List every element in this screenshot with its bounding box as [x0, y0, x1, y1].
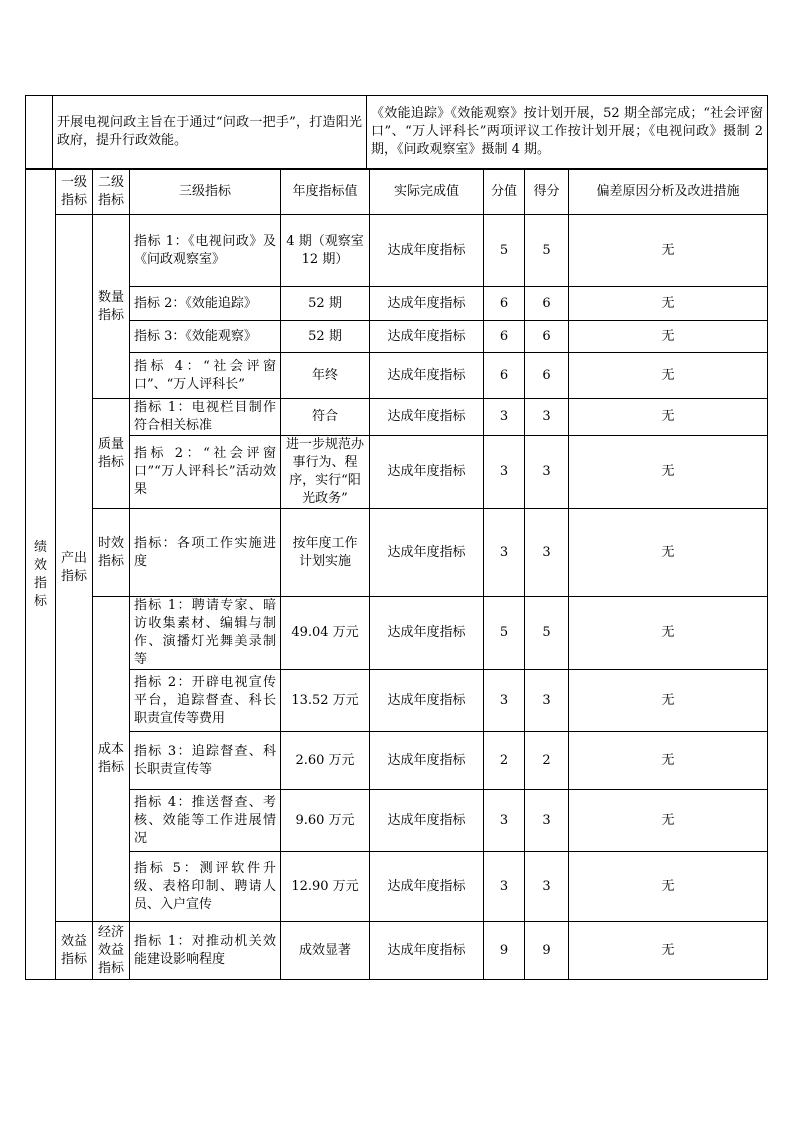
level1-output-label: 产出指标: [60, 551, 87, 584]
row-actual: 达成年度指标: [370, 353, 484, 399]
row-target: 符合: [281, 399, 370, 436]
table-row: [26, 215, 768, 287]
level1-output-cell: [56, 215, 93, 922]
row-target: 9.60 万元: [281, 790, 370, 852]
table-row: [26, 436, 768, 509]
row-note: 无: [569, 509, 768, 597]
row-note: 无: [569, 436, 768, 509]
row-score: 3: [525, 670, 569, 732]
level1-performance-cell: [26, 170, 56, 980]
table-row: [26, 670, 768, 732]
row-score: 3: [525, 509, 569, 597]
table-row: [26, 852, 768, 922]
row-score: 6: [525, 353, 569, 399]
row-score: 5: [525, 215, 569, 287]
row-score: 5: [525, 597, 569, 670]
table-row: [26, 399, 768, 436]
row-actual: 达成年度指标: [370, 852, 484, 922]
row-target: 年终: [281, 353, 370, 399]
row-target: 52 期: [281, 321, 370, 353]
row-target: 52 期: [281, 287, 370, 321]
row-actual: 达成年度指标: [370, 597, 484, 670]
level1-benefit-label: 效益指标: [60, 933, 87, 967]
row-indicator: 指标 1：聘请专家、暗访收集素材、编辑与制作、演播灯光舞美录制等: [130, 597, 281, 670]
header-target: 年度指标值: [281, 170, 370, 215]
row-target: 4 期（观察室 12 期）: [281, 215, 370, 287]
row-value: 3: [484, 399, 525, 436]
row-indicator: 指标 2：“社会评窗口”“万人评科长”活动效果: [130, 436, 281, 509]
level2-cost-label: 成本指标: [97, 742, 124, 775]
row-actual: 达成年度指标: [370, 287, 484, 321]
row-score: 6: [525, 321, 569, 353]
row-target: 49.04 万元: [281, 597, 370, 670]
row-value: 3: [484, 436, 525, 509]
row-indicator: 指标 1：《电视问政》及《问政观察室》: [130, 215, 281, 287]
row-indicator: 指标 1：对推动机关效能建设影响程度: [130, 922, 281, 980]
row-actual: 达成年度指标: [370, 399, 484, 436]
row-score: 3: [525, 436, 569, 509]
row-target: 成效显著: [281, 922, 370, 980]
header-level1: 一级指标: [56, 170, 93, 215]
header-actual: 实际完成值: [370, 170, 484, 215]
row-target: 13.52 万元: [281, 670, 370, 732]
summary-completion: 《效能追踪》《效能观察》按计划开展，52 期全部完成；“社会评窗口”、“万人评科长”两项评议工作按计划开展；《电视问政》摄制 2 期，《问政观察室》摄制 4 期。: [367, 96, 768, 169]
row-indicator: 指标 1：电视栏目制作符合相关标准: [130, 399, 281, 436]
row-target: 按年度工作计划实施: [281, 509, 370, 597]
level2-cost-cell: [93, 597, 130, 922]
row-actual: 达成年度指标: [370, 215, 484, 287]
summary-goal: 开展电视问政主旨在于通过“问政一把手”，打造阳光政府，提升行政效能。: [53, 96, 367, 169]
header-level3: 三级指标: [130, 170, 281, 215]
row-score: 3: [525, 790, 569, 852]
row-value: 2: [484, 732, 525, 790]
row-note: 无: [569, 670, 768, 732]
level2-quantity-label: 数量指标: [97, 289, 124, 323]
row-actual: 达成年度指标: [370, 509, 484, 597]
row-score: 2: [525, 732, 569, 790]
row-note: 无: [569, 922, 768, 980]
row-target: 2.60 万元: [281, 732, 370, 790]
row-value: 6: [484, 287, 525, 321]
row-note: 无: [569, 321, 768, 353]
table-row: [26, 287, 768, 321]
header-analysis: 偏差原因分析及改进措施: [569, 170, 768, 215]
row-value: 3: [484, 670, 525, 732]
row-note: 无: [569, 597, 768, 670]
row-indicator: 指标：各项工作实施进度: [130, 509, 281, 597]
row-value: 3: [484, 852, 525, 922]
row-score: 9: [525, 922, 569, 980]
row-note: 无: [569, 399, 768, 436]
level2-quality-label: 质量指标: [97, 436, 124, 470]
summary-gutter-cell: [26, 96, 53, 169]
row-value: 5: [484, 215, 525, 287]
level2-economic-label: 经济效益指标: [97, 924, 124, 976]
row-note: 无: [569, 215, 768, 287]
row-score: 3: [525, 852, 569, 922]
level1-performance-label: 绩效指标: [33, 539, 47, 609]
header-level2: 二级指标: [93, 170, 130, 215]
row-indicator: 指标 4：推送督查、考核、效能等工作进展情况: [130, 790, 281, 852]
level2-quantity-cell: [93, 215, 130, 399]
table-row: [26, 732, 768, 790]
performance-indicator-table: [25, 169, 768, 980]
row-target: 进一步规范办事行为、程序，实行“阳光政务”: [281, 436, 370, 509]
row-value: 3: [484, 790, 525, 852]
row-indicator: 指标 2：开辟电视宣传平台，追踪督查、科长职责宣传等费用: [130, 670, 281, 732]
row-actual: 达成年度指标: [370, 670, 484, 732]
summary-table: [25, 95, 768, 169]
table-row: [26, 353, 768, 399]
header-score-value: 分值: [484, 170, 525, 215]
level1-benefit-cell: [56, 922, 93, 980]
table-header-row: [26, 170, 768, 215]
row-score: 6: [525, 287, 569, 321]
row-note: 无: [569, 353, 768, 399]
row-indicator: 指标 3：《效能观察》: [130, 321, 281, 353]
row-indicator: 指标 3：追踪督查、科长职责宣传等: [130, 732, 281, 790]
table-row: [26, 790, 768, 852]
row-actual: 达成年度指标: [370, 321, 484, 353]
row-actual: 达成年度指标: [370, 922, 484, 980]
row-target: 12.90 万元: [281, 852, 370, 922]
row-note: 无: [569, 732, 768, 790]
row-score: 3: [525, 399, 569, 436]
row-actual: 达成年度指标: [370, 732, 484, 790]
row-actual: 达成年度指标: [370, 790, 484, 852]
table-row: [26, 922, 768, 980]
header-score-got: 得分: [525, 170, 569, 215]
row-value: 6: [484, 353, 525, 399]
table-row: [26, 321, 768, 353]
row-note: 无: [569, 287, 768, 321]
row-actual: 达成年度指标: [370, 436, 484, 509]
level2-quality-cell: [93, 399, 130, 509]
row-note: 无: [569, 852, 768, 922]
level2-timeliness-label: 时效指标: [97, 535, 124, 569]
row-indicator: 指标 5：测评软件升级、表格印制、聘请人员、入户宣传: [130, 852, 281, 922]
level2-economic-cell: [93, 922, 130, 980]
table-row: [26, 509, 768, 597]
row-indicator: 指标 2：《效能追踪》: [130, 287, 281, 321]
row-note: 无: [569, 790, 768, 852]
row-value: 5: [484, 597, 525, 670]
table-row: [26, 597, 768, 670]
level2-timeliness-cell: [93, 509, 130, 597]
row-value: 9: [484, 922, 525, 980]
row-indicator: 指标 4：“社会评窗口”、“万人评科长”: [130, 353, 281, 399]
row-value: 6: [484, 321, 525, 353]
row-value: 3: [484, 509, 525, 597]
